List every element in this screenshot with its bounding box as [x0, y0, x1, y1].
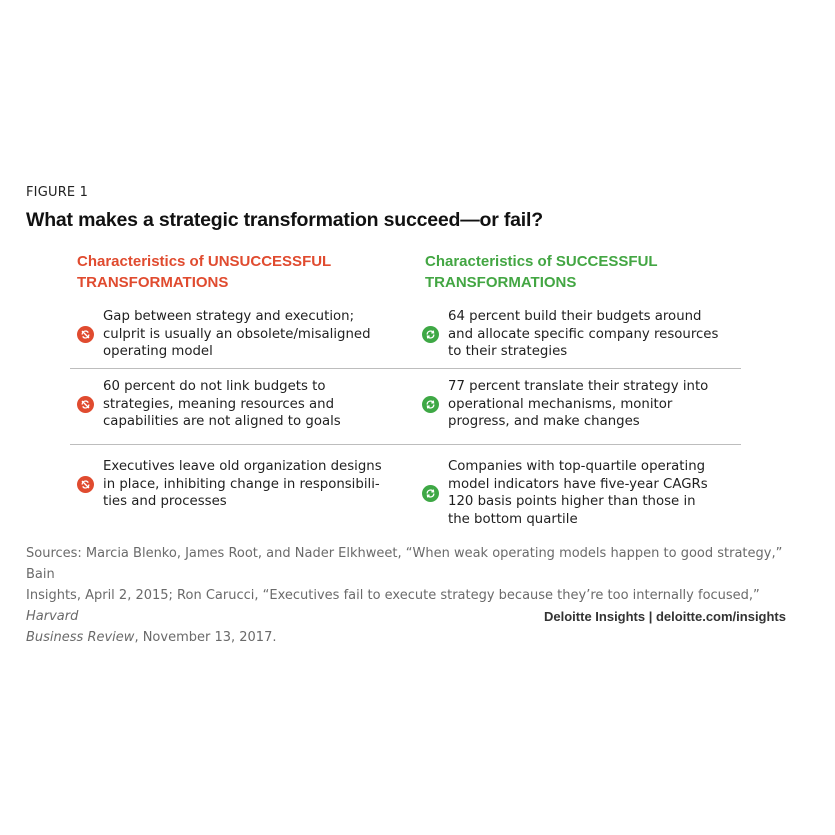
- item-line: capabilities are not aligned to goals: [103, 414, 341, 429]
- item-line: progress, and make changes: [448, 414, 640, 429]
- item-line: Executives leave old organization designs: [103, 459, 382, 474]
- unsuccessful-heading-line1: Characteristics of UNSUCCESSFUL: [77, 253, 332, 270]
- success-icon: [422, 396, 439, 413]
- sources-line: [26, 627, 786, 648]
- unsuccessful-item-1: [77, 308, 371, 361]
- successful-heading: [425, 251, 725, 293]
- item-line: culprit is usually an obsolete/misaligned: [103, 326, 371, 342]
- unsuccessful-item-3: [77, 458, 382, 511]
- sources-note: [26, 543, 786, 648]
- fail-icon: [77, 476, 94, 493]
- sources-text: , November 13, 2017.: [134, 630, 277, 645]
- item-line: Gap between strategy and execution;: [103, 309, 355, 324]
- success-icon: [422, 485, 439, 502]
- item-line: operating model: [103, 344, 213, 359]
- item-line: ties and processes: [103, 494, 227, 509]
- journal-name: Harvard: [26, 609, 79, 624]
- item-line: 64 percent build their budgets around: [448, 309, 702, 324]
- figure-title: What makes a strategic transformation succeed—or fail?: [26, 209, 543, 231]
- item-line: to their strategies: [448, 344, 568, 359]
- successful-heading-line2: TRANSFORMATIONS: [425, 274, 577, 291]
- item-line: model indicators have five-year CAGRs: [448, 476, 708, 492]
- item-line: strategies, meaning resources and: [103, 396, 335, 412]
- item-line: 77 percent translate their strategy into: [448, 379, 709, 394]
- publisher-credit: Deloitte Insights | deloitte.com/insights: [544, 609, 786, 624]
- success-icon: [422, 326, 439, 343]
- successful-heading-line1: Characteristics of SUCCESSFUL: [425, 253, 658, 270]
- successful-item-3: [422, 458, 708, 528]
- unsuccessful-item-2: [77, 378, 341, 431]
- item-line: 60 percent do not link budgets to: [103, 379, 326, 394]
- item-line: in place, inhibiting change in responsibili-: [103, 476, 380, 492]
- unsuccessful-heading-line2: TRANSFORMATIONS: [77, 274, 229, 291]
- item-line: the bottom quartile: [448, 511, 578, 527]
- fail-icon: [77, 326, 94, 343]
- fail-icon: [77, 396, 94, 413]
- item-line: operational mechanisms, monitor: [448, 396, 673, 412]
- item-line: and allocate specific company resources: [448, 326, 719, 342]
- unsuccessful-heading: [77, 251, 377, 293]
- journal-name: Business Review: [26, 630, 135, 645]
- successful-item-2: [422, 378, 708, 431]
- row-divider: [70, 368, 741, 369]
- item-line: 120 basis points higher than those in: [448, 494, 696, 509]
- figure-label: FIGURE 1: [26, 185, 89, 200]
- row-divider: [70, 444, 741, 445]
- item-line: Companies with top-quartile operating: [448, 459, 706, 474]
- successful-item-1: [422, 308, 718, 361]
- sources-text: Insights, April 2, 2015; Ron Carucci, “Executives fail to execute strategy because they’re too internally focused,”: [26, 588, 760, 603]
- sources-line: Sources: Marcia Blenko, James Root, and Nader Elkhweet, “When weak operating models happen to good strategy,” Bain: [26, 546, 783, 582]
